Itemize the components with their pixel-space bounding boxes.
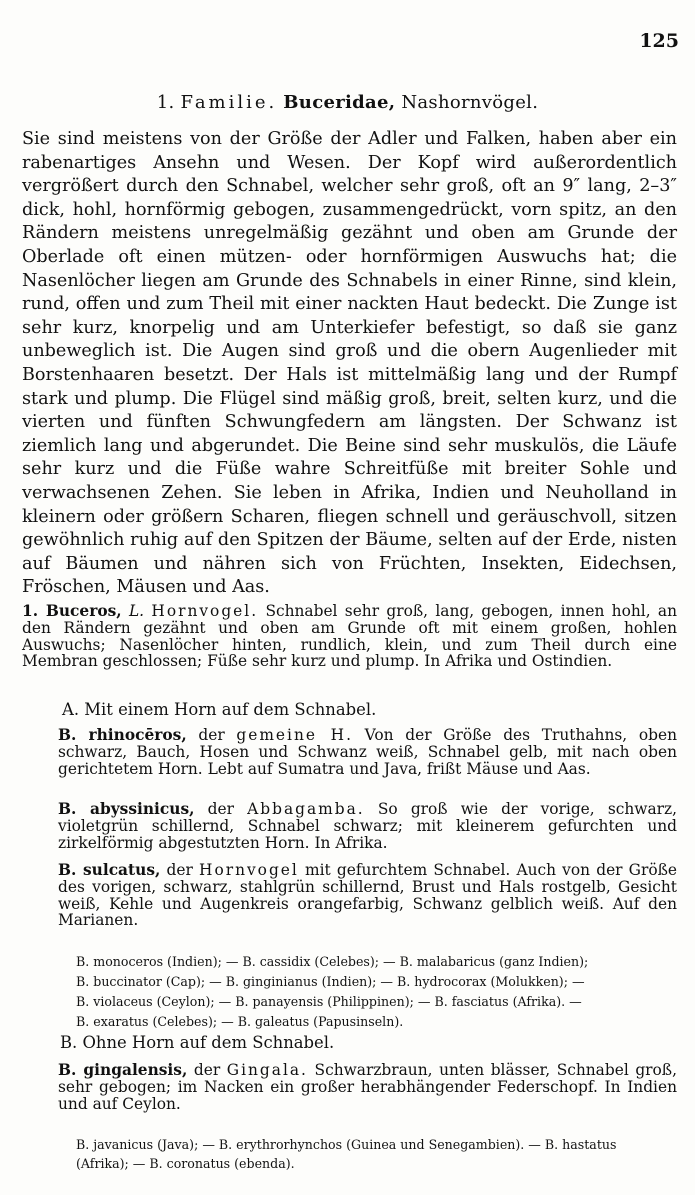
family-description: Sie sind meistens von der Größe der Adler und Falken, haben aber ein rabenartiges Ansehn und Wesen. Der Kopf wird außerordentlich vergrößert durch den Schnabel, welcher sehr groß, oft an 9″ lang, 2–3″ dick, hohl, hornförmig gebogen, zusammengedrückt, vorn spitz, an den Rändern meistens unregelmäßig gezähnt und oben am Grunde der Oberlade oft einen mützen- oder hornförmigen Auswuchs hat; die Nasenlöcher liegen am Grunde des Schnabels in einer Rinne, sind klein, rund, offen und zum Theil mit einer nackten Haut bedeckt. Die Zunge ist sehr kurz, knorpelig und am Unterkiefer befestigt, so daß sie ganz unbeweglich ist. Die Augen sind groß und die obern Augenlieder mit Borstenhaaren besetzt. Der Hals ist mittelmäßig lang und der Rumpf stark und plump. Die Flügel sind mäßig groß, breit, selten kurz, und die vierten und fünften Schwungfedern am längsten. Der Schwanz ist ziemlich lang und abgerundet. Die Beine sind sehr muskulös, die Läufe sehr kurz und die Füße wahre Schreitfüße mit breiter Sohle und verwachsenen Zehen. Sie leben in Afrika, Indien und Neuholland in kleinern oder größern Scharen, fliegen schnell und geräuschvoll, sitzen gewöhnlich ruhig auf den Spitzen der Bäume, selten auf der Erde, nisten auf Bäumen und nähren sich von Früchten, Insekten, Eidechsen, Fröschen, Mäusen und Aas.	[22, 129, 677, 598]
genus-author: L.	[128, 602, 145, 620]
other-species-list	[76, 952, 673, 1032]
species-entry: B. gingalensis, der Gingala. Schwarzbraun, unten blässer, Schnabel groß, sehr gebogen; im Nacken ein großer herabhängender Federschopf. In Indien und auf Ceylon.	[58, 1061, 677, 1113]
species-name: B. sulcatus,	[58, 861, 161, 879]
species-name: B. abyssinicus,	[58, 800, 195, 818]
other-species-line: B. exaratus (Celebes); — B. galeatus (Papusinseln).	[76, 1014, 404, 1029]
genus-entry	[22, 603, 677, 670]
heading-german-name: Nashornvögel.	[401, 92, 539, 113]
other-species-line: B. violaceus (Ceylon); — B. panayensis (Philippinen); — B. fasciatus (Afrika). —	[76, 994, 582, 1009]
species-description: So groß wie der vorige, schwarz, violetgrün schillernd, Schnabel schwarz; mit kleinerem gefurchten und zirkelförmig abgestutzten Horn. In Afrika.	[58, 800, 677, 852]
species-entry: B. rhinocēros, der gemeine H. Von der Größe des Truthahns, oben schwarz, Bauch, Hosen und Schwanz weiß, Schnabel gelb, mit nach oben gerichtetem Horn. Lebt auf Sumatra und Java, frißt Mäuse und Aas.	[58, 726, 677, 778]
species-german-name: Gingala.	[226, 1061, 308, 1079]
species-german-name: Abbagamba.	[247, 800, 365, 818]
species-name: B. rhinocēros,	[58, 726, 187, 744]
genus-name: 1. Buceros,	[22, 602, 122, 620]
family-heading	[0, 92, 695, 113]
species-description: Von der Größe des Truthahns, oben schwarz, Bauch, Hosen und Schwanz weiß, Schnabel gelb, mit nach oben gerichtetem Horn. Lebt auf Sumatra und Java, frißt Mäuse und Aas.	[58, 726, 677, 778]
other-species-line: B. buccinator (Cap); — B. ginginianus (Indien); — B. hydrocorax (Molukken); —	[76, 974, 585, 989]
other-species-line: B. javanicus (Java); — B. erythrorhynchos (Guinea und Senegambien). — B. hastatus (Afrika); — B. coronatus (ebenda).	[76, 1137, 617, 1171]
heading-number: 1.	[156, 92, 175, 113]
section-b-heading: B. Ohne Horn auf dem Schnabel.	[60, 1033, 335, 1052]
heading-family-word: Familie.	[180, 92, 278, 113]
genus-german-name: Hornvogel.	[151, 602, 259, 620]
genus-description: Schnabel sehr groß, lang, gebogen, innen hohl, an den Rändern gezähnt und oben am Grunde oft mit einem großen, hohlen Auswuchs; Nasenlöcher hinten, rundlich, klein, und zum Theil durch eine Membran geschlossen; Füße sehr kurz und plump. In Afrika und Ostindien.	[22, 602, 677, 671]
species-german-name: Hornvogel	[199, 861, 299, 879]
species-description: mit gefurchtem Schnabel. Auch von der Größe des vorigen, schwarz, stahlgrün schillernd, Brust und Hals rostgelb, Gesicht weiß, Kehle und Augenkreis orangefarbig, Schwanz gelblich weiß. Auf den Marianen.	[58, 861, 677, 930]
section-a-heading: A. Mit einem Horn auf dem Schnabel.	[62, 700, 377, 719]
page-number: 125	[639, 30, 679, 52]
species-description: Schwarzbraun, unten blässer, Schnabel groß, sehr gebogen; im Nacken ein großer herabhängender Federschopf. In Indien und auf Ceylon.	[58, 1061, 677, 1113]
heading-latin-name: Buceridae,	[283, 92, 396, 113]
species-entry: B. abyssinicus, der Abbagamba. So groß wie der vorige, schwarz, violetgrün schillernd, Schnabel schwarz; mit kleinerem gefurchten und zirkelförmig abgestutzten Horn. In Afrika.	[58, 800, 677, 852]
species-german-name: gemeine H.	[236, 726, 353, 744]
species-name: B. gingalensis,	[58, 1061, 188, 1079]
other-species-line: B. monoceros (Indien); — B. cassidix (Celebes); — B. malabaricus (ganz Indien);	[76, 954, 589, 969]
species-entry: B. sulcatus, der Hornvogel mit gefurchtem Schnabel. Auch von der Größe des vorigen, schwarz, stahlgrün schillernd, Brust und Hals rostgelb, Gesicht weiß, Kehle und Augenkreis orangefarbig, Schwanz gelblich weiß. Auf den Marianen.	[58, 861, 677, 930]
other-species-list	[76, 1135, 673, 1173]
